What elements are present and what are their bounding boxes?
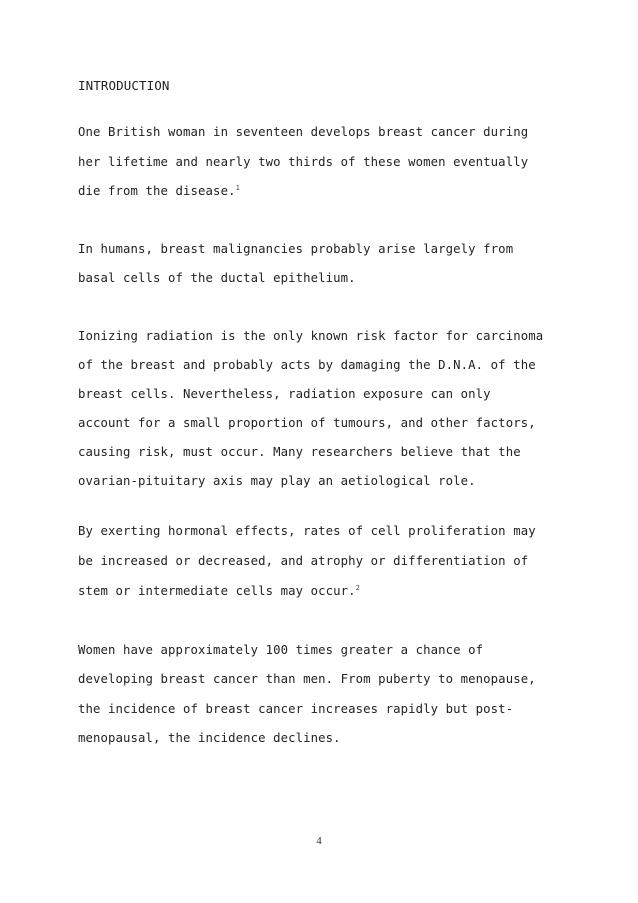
paragraph-3-line-5: causing risk, must occur. Many researchers believe that the xyxy=(78,445,521,459)
paragraph-1-line-3 xyxy=(78,184,240,198)
paragraph-2-line-1: In humans, breast malignancies probably arise largely from xyxy=(78,242,514,256)
paragraph-4-line-3-text: stem or intermediate cells may occur. xyxy=(78,584,356,598)
paragraph-4-line-3 xyxy=(78,584,360,598)
paragraph-4-line-2: be increased or decreased, and atrophy or differentiation of xyxy=(78,554,529,568)
paragraph-1-line-3-text: die from the disease. xyxy=(78,184,236,198)
paragraph-2-line-2: basal cells of the ductal epithelium. xyxy=(78,271,356,285)
paragraph-3-line-6: ovarian-pituitary axis may play an aetiological role. xyxy=(78,474,476,488)
footnote-1-marker: 1 xyxy=(235,183,240,192)
paragraph-5-line-2: developing breast cancer than men. From puberty to menopause, xyxy=(78,672,536,686)
paragraph-3-line-3: breast cells. Nevertheless, radiation exposure can only xyxy=(78,387,491,401)
paragraph-3-line-1: Ionizing radiation is the only known risk factor for carcinoma xyxy=(78,329,544,343)
paragraph-4-line-1: By exerting hormonal effects, rates of cell proliferation may xyxy=(78,524,536,538)
footnote-2-marker: 2 xyxy=(355,583,360,592)
paragraph-1-line-1: One British woman in seventeen develops breast cancer during xyxy=(78,125,529,139)
paragraph-3-line-4: account for a small proportion of tumours, and other factors, xyxy=(78,416,536,430)
page-number: 4 xyxy=(316,835,322,847)
paragraph-5-line-4: menopausal, the incidence declines. xyxy=(78,731,341,745)
paragraph-5-line-3: the incidence of breast cancer increases rapidly but post- xyxy=(78,702,514,716)
paragraph-1-line-2: her lifetime and nearly two thirds of these women eventually xyxy=(78,155,529,169)
paragraph-5-line-1: Women have approximately 100 times greater a chance of xyxy=(78,643,484,657)
section-heading: INTRODUCTION xyxy=(78,78,170,93)
paragraph-3-line-2: of the breast and probably acts by damaging the D.N.A. of the xyxy=(78,358,536,372)
